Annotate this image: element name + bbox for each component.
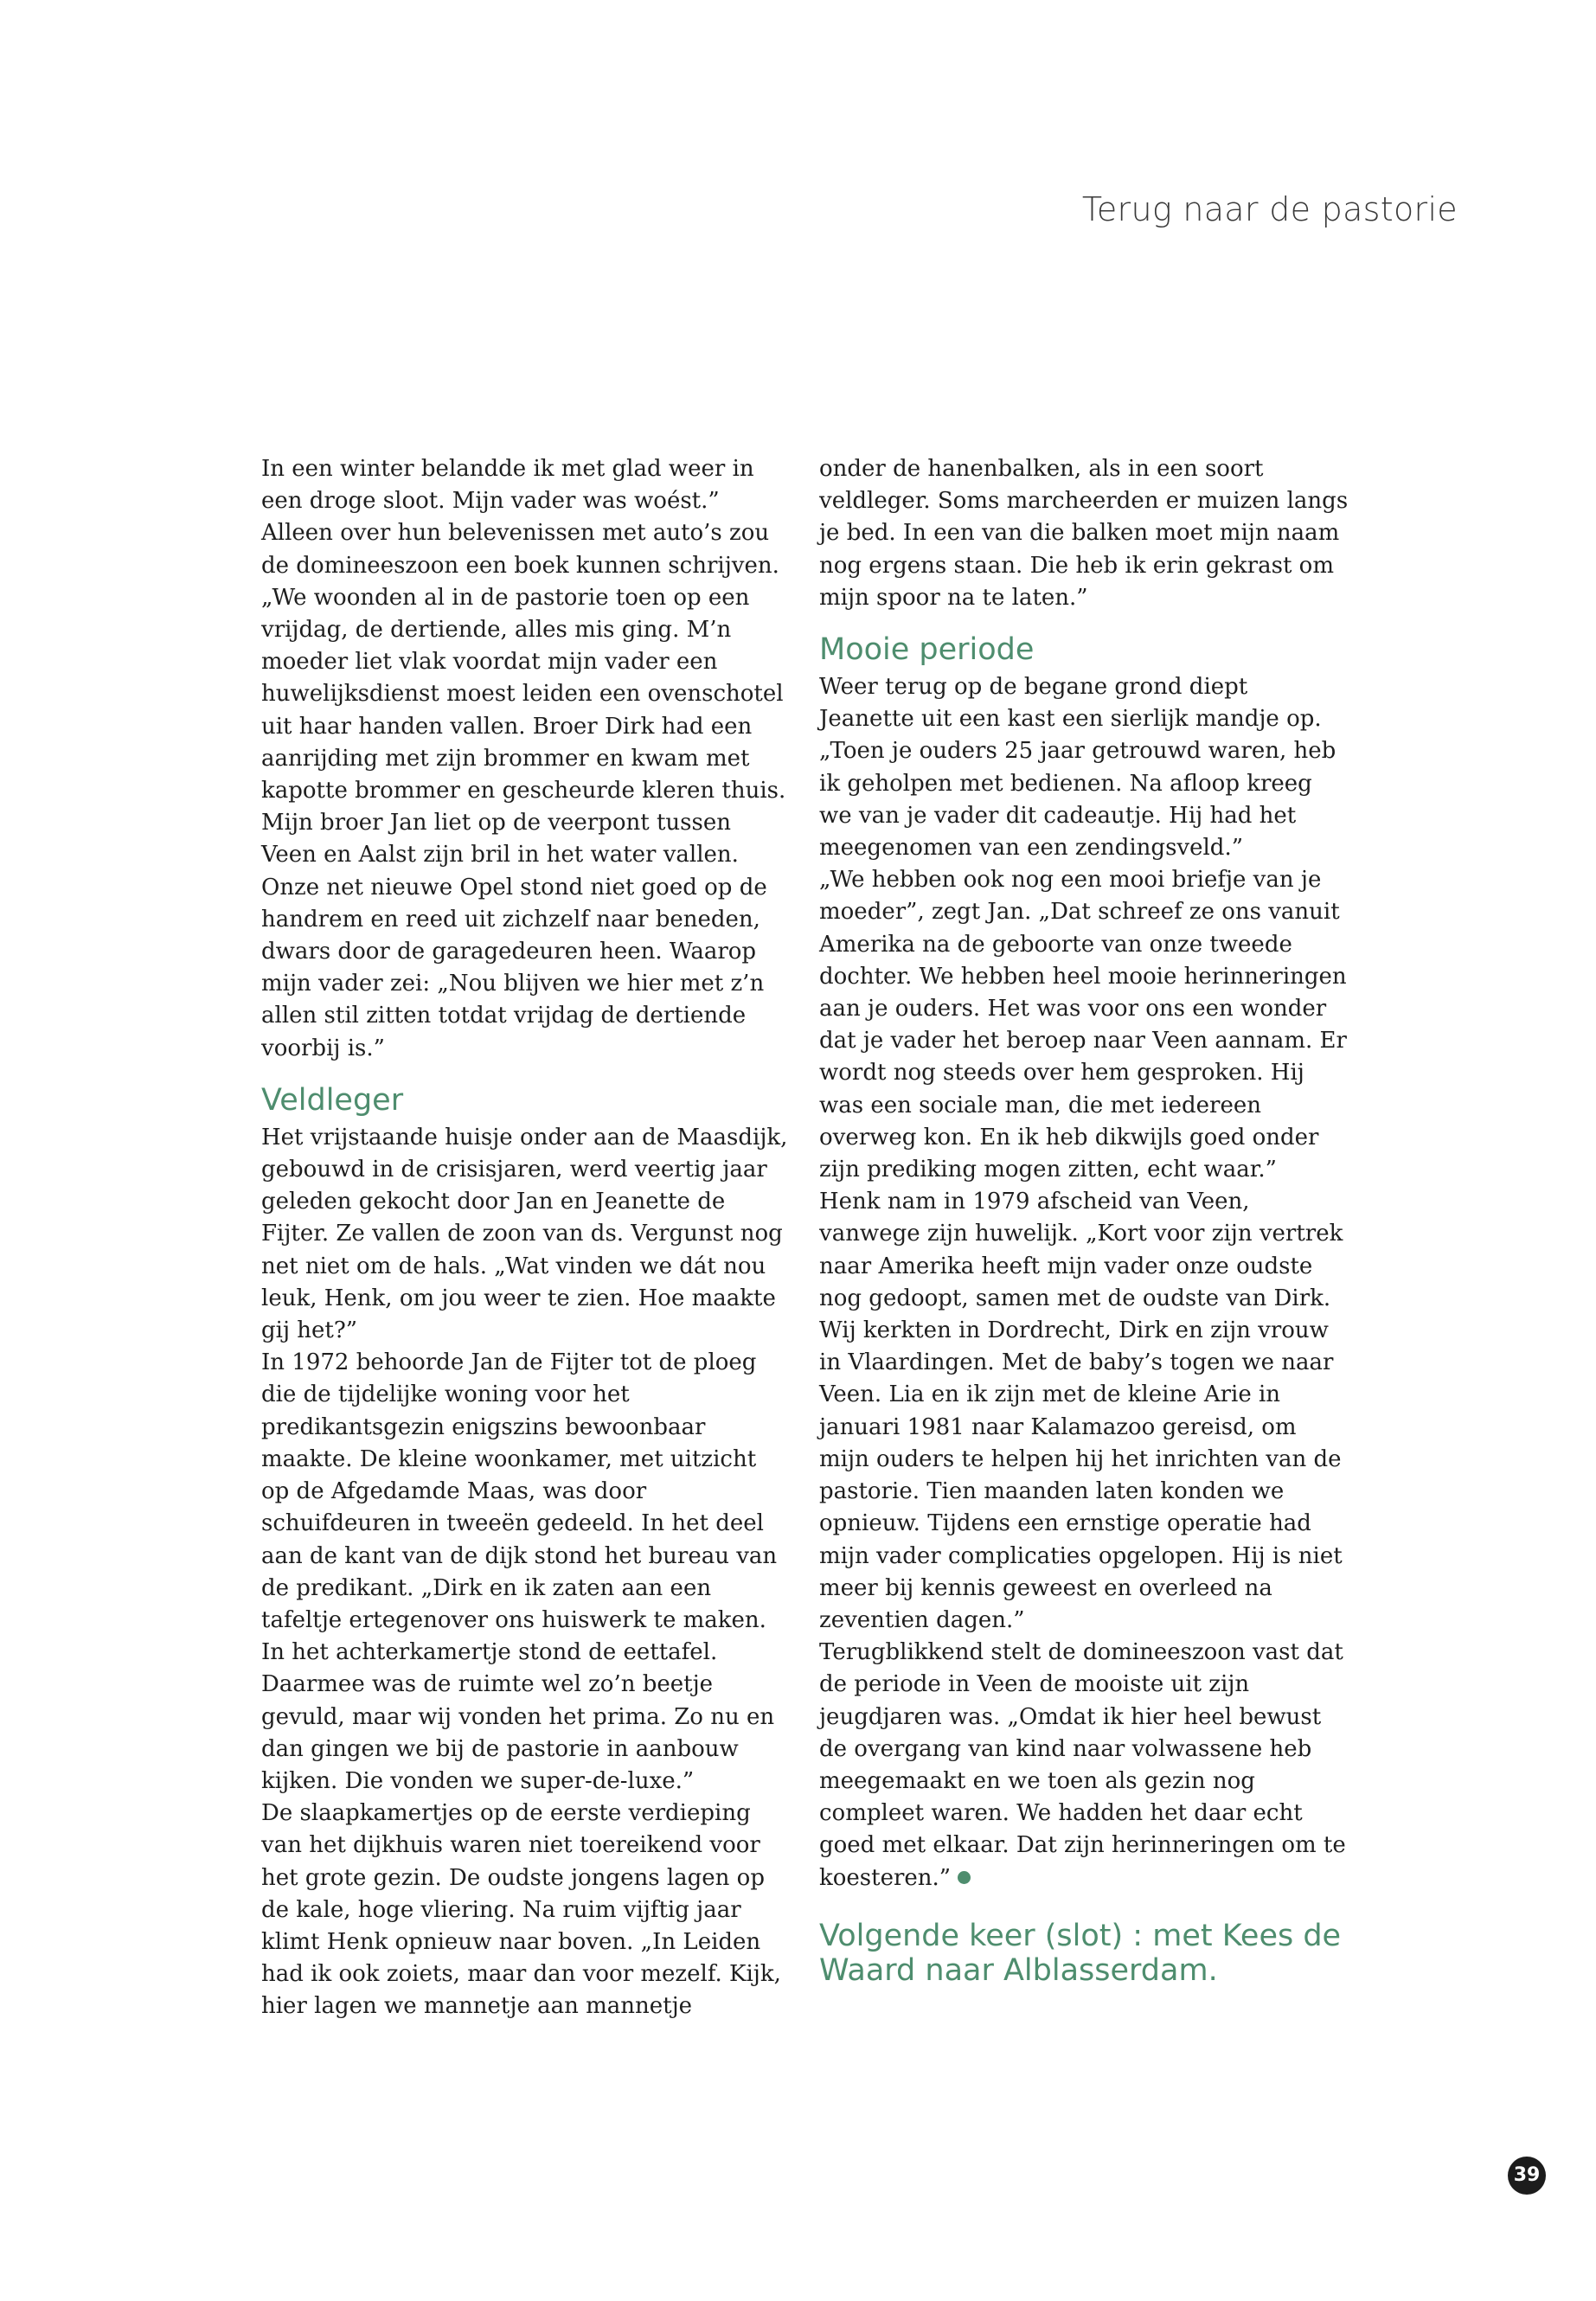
paragraph: Het vrijstaande huisje onder aan de Maasdijk, gebouwd in de crisisjaren, werd veertig jaar geleden gekocht door Jan en Jeanette de Fijter. Ze vallen de zoon van ds. Vergunst nog net niet om de hals. „Wat vinden we dát nou leuk, Henk, om jou weer te zien. Hoe maakte gij het?” — [261, 1124, 788, 1344]
left-column — [261, 453, 791, 2023]
end-mark-icon — [958, 1871, 971, 1884]
paragraph: In 1972 behoorde Jan de Fijter tot de ploeg die de tijdelijke woning voor het predikantsgezin enigszins bewoonbaar maakte. De kleine woonkamer, met uitzicht op de Afgedamde Maas, was door schuifdeuren in tweeën gedeeld. In het deel aan de kant van de dijk stond het bureau van de predikant. „Dirk en ik zaten aan een tafeltje ertegenover ons huiswerk te maken. In het achterkamertje stond de eettafel. Daarmee was de ruimte wel zo’n beetje gevuld, maar wij vonden het prima. Zo nu en dan gingen we bij de pastorie in aanbouw kijken. Die vonden we super-de-luxe.” — [261, 1349, 778, 1794]
paragraph: Weer terug op de begane grond diept Jeanette uit een kast een sierlijk mandje op. „Toen je ouders 25 jaar getrouwd waren, heb ik geholpen met bedienen. Na afloop kreeg we van je vader dit cadeautje. Hij had het meegenomen van een zendingsveld.” — [819, 674, 1336, 862]
running-head: Terug naar de pastorie — [1081, 190, 1458, 228]
right-column — [819, 453, 1349, 1988]
paragraph: Henk nam in 1979 afscheid van Veen, vanwege zijn huwelijk. „Kort voor zijn vertrek naar Amerika heeft mijn vader onze oudste nog gedoopt, samen met de oudste van Dirk. Wij kerkten in Dordrecht, Dirk en zijn vrouw in Vlaardingen. Met de baby’s togen we naar Veen. Lia en ik zijn met de kleine Arie in januari 1981 naar Kalamazoo gereisd, om mijn ouders te helpen hij het inrichten van de pastorie. Tien maanden laten konden we opnieuw. Tijdens een ernstige operatie had mijn vader complicaties opgelopen. Hij is niet meer bij kennis geweest en overleed na zeventien dagen.” — [819, 1189, 1343, 1633]
page-number-badge: 39 — [1508, 2157, 1546, 2195]
section-heading-mooie-periode: Mooie periode — [819, 632, 1035, 668]
paragraph: De slaapkamertjes op de eerste verdieping van het dijkhuis waren niet toereikend voor het grote gezin. De oudste jongens lagen op de kale, hoge vliering. Na ruim vijftig jaar klimt Henk opnieuw naar boven. „In Leiden had ik ook zoiets, maar dan voor mezelf. Kijk, hier lagen we mannetje aan mannetje — [261, 1800, 781, 2020]
paragraph-text: Terugblikkend stelt de domineeszoon vast dat de periode in Veen de mooiste uit zijn jeugdjaren was. „Omdat ik hier heel bewust de overgang van kind naar volwassene heb meegemaakt en we toen als gezin nog compleet waren. We hadden het daar echt goed met elkaar. Dat zijn herinneringen om te koesteren.” — [819, 1639, 1346, 1891]
paragraph: „We hebben ook nog een mooi briefje van je moeder”, zegt Jan. „Dat schreef ze ons vanuit Amerika na de geboorte van onze tweede dochter. We hebben heel mooie herinneringen aan je ouders. Het was voor ons een wonder dat je vader het beroep naar Veen aannam. Er wordt nog steeds over hem gesproken. Hij was een sociale man, die met iedereen overweg kon. En ik heb dikwijls goed onder zijn prediking mogen zitten, echt waar.” — [819, 867, 1347, 1183]
paragraph: onder de hanenbalken, als in een soort veldleger. Soms marcheerden er muizen langs je bed. In een van die balken moet mijn naam nog ergens staan. Die heb ik erin gekrast om mijn spoor na te laten.” — [819, 456, 1349, 611]
section-heading-veldleger: Veldleger — [261, 1082, 404, 1118]
paragraph: In een winter belandde ik met glad weer in een droge sloot. Mijn vader was woést.” Alleen over hun belevenissen met auto’s zou de domineeszoon een boek kunnen schrijven. „We woonden al in de pastorie toen op een vrijdag, de dertiende, alles mis ging. M’n moeder liet vlak voordat mijn vader een huwelijksdienst moest leiden een ovenschotel uit haar handen vallen. Broer Dirk had een aanrijding met zijn brommer en kwam met kapotte brommer en gescheurde kleren thuis. Mijn broer Jan liet op de veerpont tussen Veen en Aalst zijn bril in het water vallen. Onze net nieuwe Opel stond niet goed op de handrem en reed uit zichzelf naar beneden, dwars door de garagedeuren heen. Waarop mijn vader zei: „Nou blijven we hier met z’n allen stil zitten totdat vrijdag de dertiende voorbij is.” — [261, 456, 786, 1061]
closing-paragraph — [819, 1637, 1349, 1894]
next-episode-note: Volgende keer (slot) : met Kees de Waard naar Alblasserdam. — [819, 1918, 1342, 1988]
